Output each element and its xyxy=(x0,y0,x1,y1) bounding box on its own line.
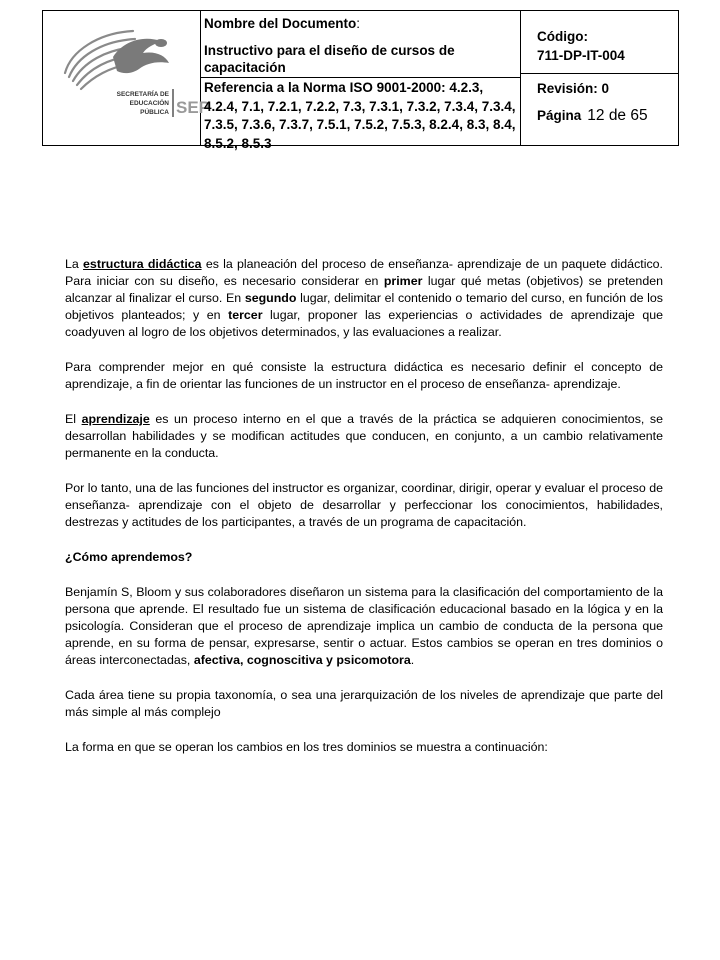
document-body xyxy=(65,256,663,774)
document-header-table xyxy=(42,10,679,151)
paragraph-instructor-functions: Por lo tanto, una de las funciones del instructor es organizar, coordinar, dirigir, operar y evaluar el proceso de enseñanza- aprendizaje con el objeto de desarrollar y perfeccionar los conocimientos, habilidades, destrezas y actitudes de los participantes, a través de un programa de capacitación. xyxy=(65,481,663,529)
logo-agency-line2: EDUCACIÓN xyxy=(129,100,169,107)
domains-list: afectiva, cognoscitiva y psicomotora xyxy=(193,653,411,667)
logo-agency-line1: SECRETARÍA DE xyxy=(116,91,169,98)
document-info-cell xyxy=(200,11,521,151)
paragraph-concept: Para comprender mejor en qué consiste la estructura didáctica es necesario definir el concepto de aprendizaje, a fin de orientar las funciones de un instructor en el proceso de enseñanza- aprendizaje. xyxy=(65,360,663,391)
code-cell xyxy=(520,11,678,74)
revision: Revisión: 0 xyxy=(537,81,610,96)
paragraph-learning-definition: El aprendizaje es un proceso interno en el que a través de la práctica se adquieren conocimientos, se desarrollan habilidades y se modifican actitudes que conducen, en conjunto, a un cambio relativamente permanente en la conducta. xyxy=(65,412,663,460)
page-label: Página xyxy=(537,108,582,123)
paragraph-bloom: Benjamín S, Bloom y sus colaboradores diseñaron un sistema para la clasificación del comportamiento de la persona que aprende. El resultado fue un sistema de clasificación educacional basado en la lógica y en la psicología. Consideran que el proceso de aprendizaje implica un cambio de conducta de la persona que aprende, en su forma de pensar, expresarse, sentir o actuar. Estos cambios se operan en tres dominios o áreas interconectadas, afectiva, cognoscitiva y psicomotora. xyxy=(65,585,663,667)
document-control-cell xyxy=(520,11,678,145)
code-label: Código: xyxy=(537,29,588,44)
paragraph-taxonomy: Cada área tiene su propia taxonomía, o sea una jerarquización de los niveles de aprendizaje que parte del más simple al más complejo xyxy=(65,688,663,719)
section-heading: ¿Cómo aprendemos? xyxy=(65,550,193,564)
iso-reference: Referencia a la Norma ISO 9001-2000: 4.2.3, 4.2.4, 7.1, 7.2.1, 7.2.2, 7.3, 7.3.1, 7.3.2, 7.3.4, 7.3.4, 7.3.5, 7.3.6, 7.3.7, 7.5.1, 7.5.2, 7.5.3, 8.2.4, 8.3, 8.4, 8.5.2, 8.5.3 xyxy=(204,80,516,151)
document-name-label: Nombre del Documento: xyxy=(204,16,361,31)
logo-agency-line3: PÚBLICA xyxy=(140,109,169,116)
document-name-value: Instructivo para el diseño de cursos de capacitación xyxy=(204,43,455,75)
term-estructura-didactica: estructura didáctica xyxy=(83,257,202,271)
term-aprendizaje: aprendizaje xyxy=(81,412,150,426)
document-name-cell xyxy=(200,11,520,78)
paragraph-structure: La estructura didáctica es la planeación del proceso de enseñanza- aprendizaje de un paquete didáctico. Para iniciar con su diseño, es necesario considerar en primer lugar qué metas (objetivos) se pretenden alcanzar al finalizar el curso. En segundo lugar, delimitar el contenido o temario del curso, en función de los objetivos planteados; y en tercer lugar, proponer las experiencias o actividades de aprendizaje que coadyuven al logro de los objetivos determinados, y las evaluaciones a realizar. xyxy=(65,257,663,339)
page-number: 12 de 65 xyxy=(587,107,648,124)
logo-cell xyxy=(43,11,211,145)
sep-logo xyxy=(43,11,211,145)
logo-acronym: SEP xyxy=(176,98,211,117)
paragraph-intro-diagram: La forma en que se operan los cambios en los tres dominios se muestra a continuación: xyxy=(65,740,548,754)
code-value: 711-DP-IT-004 xyxy=(537,48,625,63)
page-indicator xyxy=(537,107,648,124)
